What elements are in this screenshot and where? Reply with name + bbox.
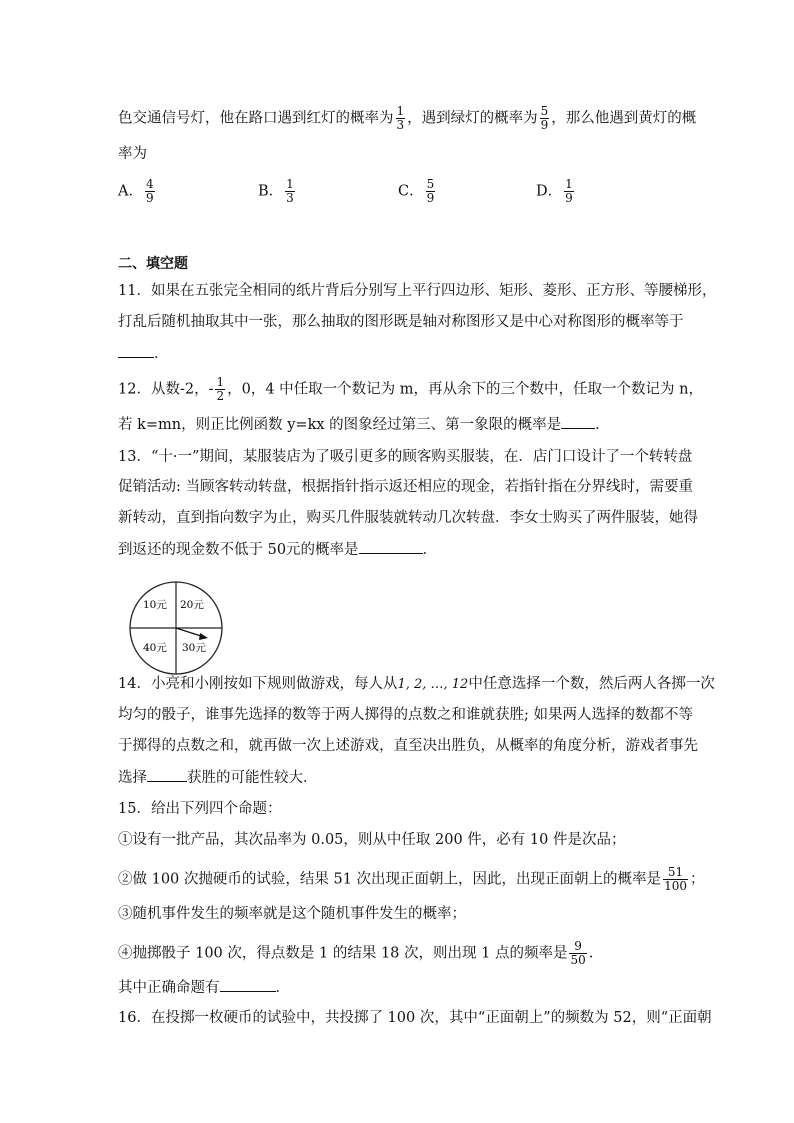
q15-proposition-1: ①设有一批产品，其次品率为 0.05，则从中任取 200 件，必有 10 件是次品； [118, 832, 626, 848]
q10-text-a: 色交通信号灯，他在路口遇到红灯的概率为 [118, 110, 394, 127]
spinner-pointer-arrowhead [199, 633, 208, 640]
q15-proposition-2: ②做 100 次抛硬币的试验，结果 51 次出现正面朝上，因此，出现正面朝上的概率是 $\frac{51}{100}$ ； [118, 865, 705, 893]
q14-line2: 均匀的骰子，谁事先选择的数等于两人掷得的点数之和谁就获胜; 如果两人选择的数都不等 [118, 707, 693, 723]
spinner-label-bottom-left: 40元 [143, 642, 167, 654]
green-light-fraction: $\frac{5}{9}$ [540, 104, 549, 132]
q10-option-c[interactable]: C． $\frac{5}{9}$ [398, 177, 435, 205]
negative-half-fraction: $\frac{1}{2}$ [216, 375, 225, 403]
q10-text-c: ，那么他遇到黄灯的概 [551, 110, 697, 127]
q15-proposition-4: ④抛掷骰子 100 次，得点数是 1 的结果 18 次，则出现 1 点的频率是 $\frac{9}{50}$ . [118, 939, 594, 967]
q13-answer-blank[interactable] [359, 539, 423, 554]
q10-line1 [118, 105, 696, 132]
q11-line2: 打乱后随机抽取其中一张，那么抽取的图形既是轴对称图形又是中心对称图形的概率等于 [118, 314, 684, 330]
q10-line2: 率为 [118, 146, 147, 162]
section-heading: 二、填空题 [118, 256, 188, 272]
spinner-label-bottom-right: 30元 [182, 642, 206, 654]
q10-text-b: ，遇到绿灯的概率为 [407, 110, 538, 127]
q11-line3: ． [118, 343, 169, 364]
q11-line1: 11．如果在五张完全相同的纸片背后分别写上平行四边形、矩形、菱形、正方形、等腰梯形， [118, 283, 717, 299]
q12-answer-blank[interactable] [561, 414, 595, 429]
q15-answer-blank[interactable] [220, 977, 276, 992]
q14-line1: 14．小亮和小刚按如下规则做游戏，每人从1, 2, …, 12中任意选择一个数，然后两人各掷一次 [118, 676, 715, 692]
q13-line2: 促销活动: 当顾客转动转盘，根据指针指示返还相应的现金，若指针指在分界线时，需要重 [118, 479, 693, 495]
q11-answer-blank[interactable] [118, 343, 154, 358]
q12-line1: 12．从数-2，- $\frac{1}{2}$ ，0，4 中任取一个数记为 m，再从余下的三个数中，任取一个数记为 n， [118, 375, 703, 403]
q10-option-b[interactable]: B． $\frac{1}{3}$ [258, 177, 294, 205]
red-light-fraction: $\frac{1}{3}$ [396, 104, 405, 132]
q16-line1: 16．在投掷一枚硬币的试验中，共投掷了 100 次，其中“正面朝上”的频数为 52，则“正面朝 [118, 1010, 712, 1026]
q14-answer-blank[interactable] [147, 767, 187, 782]
spinner-label-top-left: 10元 [143, 599, 167, 611]
q13-line1: 13．“十·一”期间，某服装店为了吸引更多的顾客购买服装，在．店门口设计了一个转转盘 [118, 449, 693, 465]
q15-intro: 15．给出下列四个命题： [118, 801, 282, 817]
q10-option-d[interactable]: D． $\frac{1}{9}$ [536, 177, 573, 205]
q14-line3: 于掷得的点数之和，就再做一次上述游戏，直至决出胜负，从概率的角度分析，游戏者事先 [118, 738, 698, 754]
spinner-wheel-diagram [128, 580, 224, 676]
spinner-label-top-right: 20元 [180, 599, 204, 611]
q15-proposition-3: ③随机事件发生的频率就是这个随机事件发生的概率； [118, 906, 466, 922]
q13-line4: 到返还的现金数不低于 50元的概率是 ． [118, 539, 437, 560]
q12-line2: 若 k=mn，则正比例函数 y=kx 的图象经过第三、第一象限的概率是 ． [118, 414, 610, 435]
q14-line4: 选择 获胜的可能性较大． [118, 767, 318, 788]
q15-conclusion: 其中正确命题有 ． [118, 977, 290, 998]
q13-line3: 新转动，直到指向数字为止，购买几件服装就转动几次转盘．李女士购买了两件服装，她得 [118, 510, 698, 526]
q10-option-a[interactable]: A． $\frac{4}{9}$ [118, 177, 154, 205]
